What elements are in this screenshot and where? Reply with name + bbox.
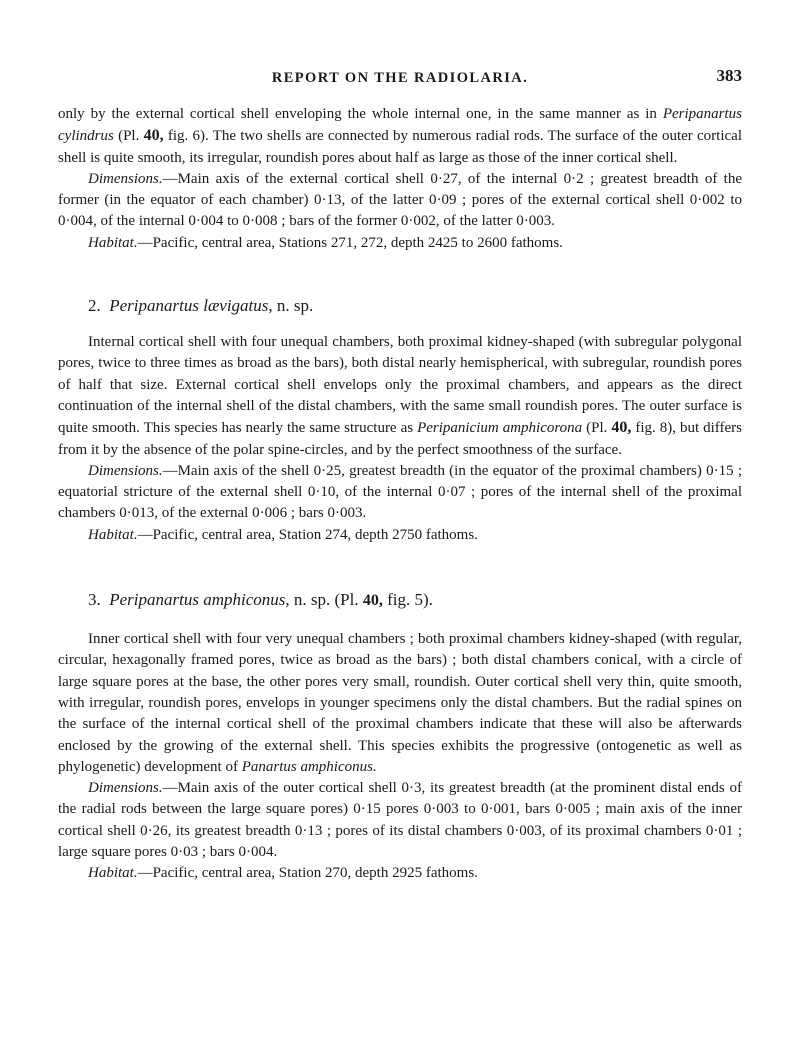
continuation-text-1: only by the external cortical shell enveloping the whole internal one, in the same manner as in — [58, 106, 663, 122]
dimensions-text: —Main axis of the external cortical shell 0·27, of the internal 0·2 ; greatest breadth of the former (in the equator of each chamber) 0·13, of the latter 0·09 ; pores of the external cortical shell 0·002 to 0·004, of the internal 0·004 to 0·008 ; bars of the former 0·002, of the latter 0·003. — [58, 170, 742, 230]
dimensions-paragraph — [58, 778, 742, 863]
habitat-text: —Pacific, central area, Station 270, depth 2925 fathoms. — [137, 865, 478, 882]
dimensions-text: —Main axis of the outer cortical shell 0·3, its greatest breadth (at the prominent distal ends of the radial rods between the large square pores) 0·15 pores 0·003 to 0·001, bars 0·005 ; main axis of the inner cortical shell 0·26, its greatest breadth 0·13 ; pores of its distal chambers 0·003, of its proximal chambers 0·01 ; large square pores 0·03 ; bars 0·004. — [58, 780, 742, 861]
dimensions-label: Dimensions. — [88, 462, 163, 479]
habitat-paragraph — [58, 863, 742, 884]
description-text-2: (Pl. — [582, 420, 612, 437]
page-number: 383 — [716, 66, 742, 85]
species-number: 2. — [88, 296, 101, 316]
species-suffix: , n. sp. — [268, 296, 314, 316]
description-paragraph — [58, 332, 742, 461]
habitat-label: Habitat. — [88, 526, 138, 543]
species-reference: Panartus amphiconus. — [241, 758, 377, 775]
plate-number: 40, — [362, 592, 383, 610]
dimensions-paragraph — [58, 461, 742, 525]
continuation-text-3: fig. 6). The two shells are connected by numerous radial rods. The surface of the outer cortical shell is quite smooth, its irregular, roundish pores about half as large as those of the inner cortical shell. — [58, 128, 742, 166]
plate-number: 40, — [611, 419, 632, 437]
continuation-paragraph — [58, 104, 742, 169]
species-name: Peripanartus lævigatus — [109, 296, 269, 316]
species-suffix-2: fig. 5). — [382, 590, 433, 610]
habitat-paragraph — [58, 525, 742, 546]
dimensions-paragraph — [58, 169, 742, 233]
dimensions-text: —Main axis of the shell 0·25, greatest breadth (in the equator of the proximal chambers) 0·15 ; equatorial stricture of the external shell 0·10, of the internal 0·07 ; pores of the internal shell of the proximal chambers 0·013, of the external 0·006 ; bars 0·003. — [58, 462, 742, 522]
continuation-text-2: (Pl. — [113, 128, 144, 145]
plate-number: 40, — [143, 127, 164, 145]
habitat-paragraph — [58, 233, 742, 254]
description-text-1: Inner cortical shell with four very unequal chambers ; both proximal chambers kidney-shaped (with regular, circular, hexagonally framed pores, twice as broad as the bars) ; both distal chambers conical, with a circle of large square pores at the base, the other pores very small, roundish. Outer cortical shell very thin, quite smooth, with irregular, roundish pores, envelops in younger specimens only the distal chambers. But the radial spines on the surface of the internal cortical shell of the proximal chambers indicate that these will also be afterwards enclosed by the growing of the external shell. This species exhibits the progressive (ontogenetic as well as phylogenetic) development of — [58, 631, 742, 775]
description-text-1: Internal cortical shell with four unequal chambers, both proximal kidney-shaped (with subregular polygonal pores, twice to three times as broad as the bars), both distal nearly hemispherical, with subregular, roundish pores of half that size. External cortical shell envelops only the proximal chambers, and appears as the direct continuation of the internal shell of the distal chambers, with the same small roundish pores. The outer surface is quite smooth. This species has nearly the same structure as — [58, 334, 742, 437]
dimensions-label: Dimensions. — [88, 780, 163, 797]
running-title: REPORT ON THE RADIOLARIA. — [271, 70, 529, 86]
habitat-label: Habitat. — [88, 865, 138, 882]
species-reference: Peripanicium amphicorona — [417, 420, 583, 437]
species-reference: Peripanartus cylindrus — [58, 106, 742, 145]
species-heading-3 — [58, 588, 742, 613]
habitat-text: —Pacific, central area, Station 274, depth 2750 fathoms. — [137, 526, 478, 543]
species-number: 3. — [88, 590, 101, 610]
habitat-text: —Pacific, central area, Stations 271, 272, depth 2425 to 2600 fathoms. — [137, 234, 563, 251]
species-suffix-1: , n. sp. (Pl. — [285, 590, 363, 610]
species-heading-2 — [58, 294, 742, 318]
habitat-label: Habitat. — [88, 234, 138, 251]
dimensions-label: Dimensions. — [88, 170, 163, 187]
description-paragraph — [58, 629, 742, 778]
description-text-3: fig. 8), but differs from it by the absence of the polar spine-circles, and by the perfect smoothness of the surface. — [58, 420, 743, 458]
running-head — [58, 0, 742, 100]
species-name: Peripanartus amphiconus — [109, 590, 286, 610]
